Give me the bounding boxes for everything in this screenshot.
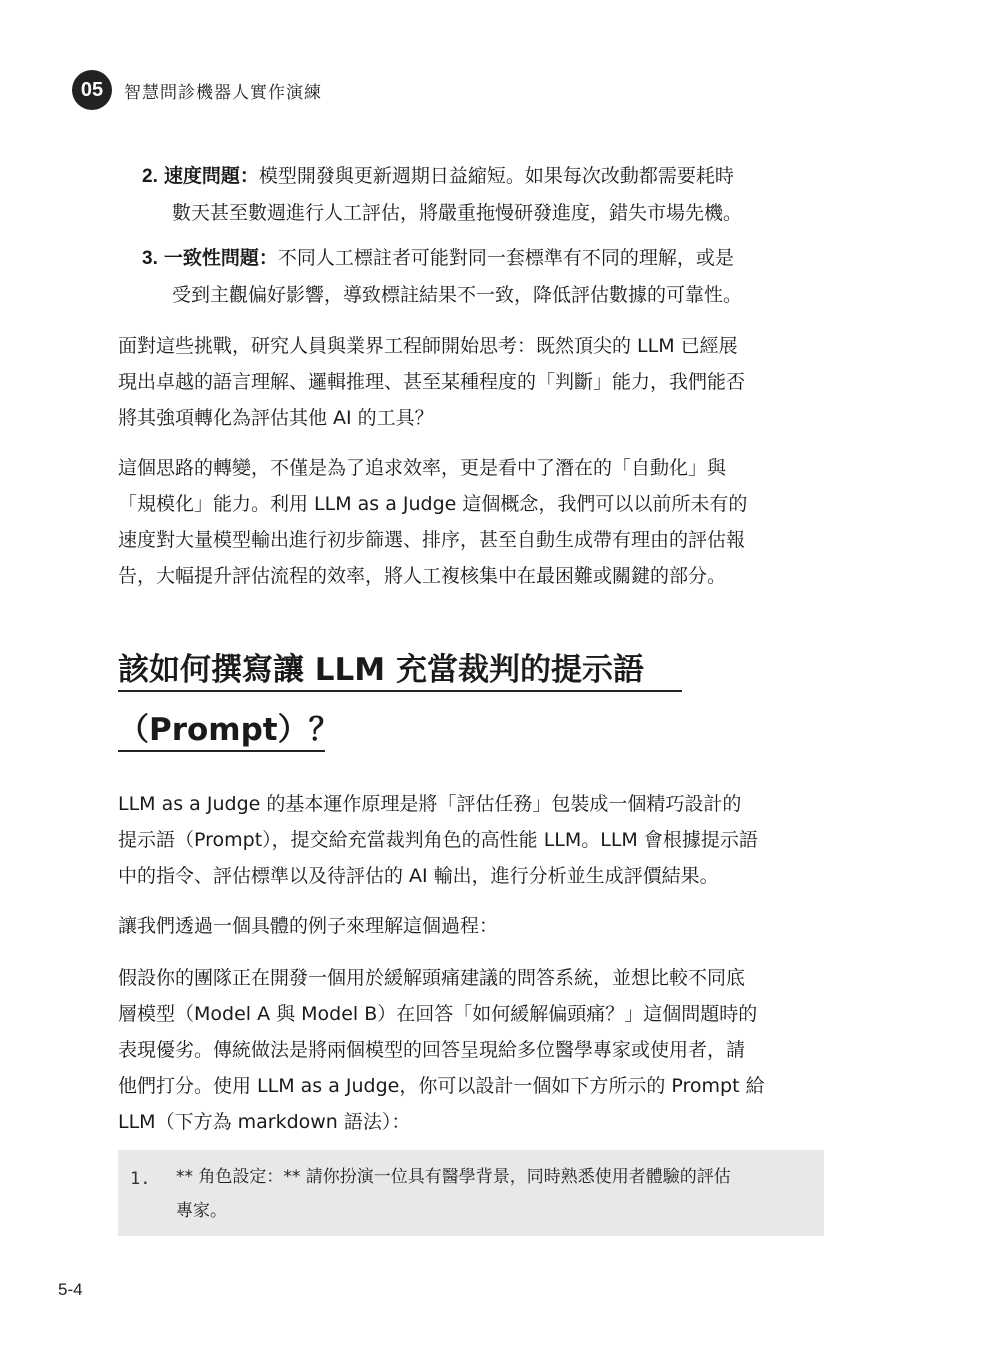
running-header	[72, 70, 322, 110]
list-item-number: 3.	[142, 248, 158, 269]
section-heading-line1: 該如何撰寫讓 LLM 充當裁判的提示語	[118, 652, 644, 688]
code-text	[176, 1160, 806, 1228]
body-paragraph	[118, 786, 830, 894]
paragraph-line: 提示語（Prompt），提交給充當裁判角色的高性能 LLM。LLM 會根據提示語	[118, 829, 758, 851]
paragraph-line: 表現優劣。傳統做法是將兩個模型的回答呈現給多位醫學專家或使用者，請	[118, 1039, 746, 1061]
list-item	[142, 240, 828, 314]
paragraph-line: LLM as a Judge 的基本運作原理是將「評估任務」包裝成一個精巧設計的	[118, 793, 742, 815]
paragraph-line: 讓我們透過一個具體的例子來理解這個過程：	[118, 915, 499, 937]
heading-underline	[118, 690, 682, 692]
paragraph-line: 速度對大量模型輸出進行初步篩選、排序，甚至自動生成帶有理由的評估報	[118, 529, 746, 551]
body-paragraph	[118, 328, 830, 436]
paragraph-line: 假設你的團隊正在開發一個用於緩解頭痛建議的問答系統，並想比較不同底	[118, 967, 746, 989]
list-item-first-line	[142, 240, 828, 277]
code-line: ** 角色設定：** 請你扮演一位具有醫學背景，同時熟悉使用者體驗的評估	[176, 1167, 731, 1187]
paragraph-line: 將其強項轉化為評估其他 AI 的工具？	[118, 407, 434, 429]
paragraph-line: 告，大幅提升評估流程的效率，將人工複核集中在最困難或關鍵的部分。	[118, 565, 727, 587]
paragraph-line: 現出卓越的語言理解、邏輯推理、甚至某種程度的「判斷」能力，我們能否	[118, 371, 746, 393]
body-paragraph	[118, 908, 830, 944]
list-item-term: 速度問題：	[163, 165, 259, 187]
chapter-title: 智慧問診機器人實作演練	[124, 82, 322, 103]
section-heading-line2: （Prompt）？	[118, 712, 340, 748]
list-item-term: 一致性問題：	[163, 247, 278, 269]
paragraph-line: 「規模化」能力。利用 LLM as a Judge 這個概念，我們可以以前所未有的	[118, 493, 748, 515]
list-item-first-line	[142, 158, 828, 195]
list-item-text: 不同人工標註者可能對同一套標準有不同的理解，或是	[277, 247, 734, 269]
paragraph-line: LLM（下方為 markdown 語法）：	[118, 1111, 411, 1133]
list-item	[142, 158, 828, 232]
code-line: 專家。	[176, 1201, 227, 1221]
paragraph-line: 面對這些挑戰，研究人員與業界工程師開始思考：既然頂尖的 LLM 已經展	[118, 335, 738, 357]
code-block	[118, 1150, 824, 1236]
list-item-continuation: 數天甚至數週進行人工評估，將嚴重拖慢研發進度，錯失市場先機。	[172, 202, 743, 224]
heading-underline	[118, 750, 325, 752]
page-number: 5-4	[58, 1280, 83, 1299]
body-paragraph	[118, 450, 830, 594]
paragraph-line: 中的指令、評估標準以及待評估的 AI 輸出，進行分析並生成評價結果。	[118, 865, 719, 887]
chapter-number-badge: 05	[72, 70, 112, 110]
list-item-continuation: 受到主觀偏好影響，導致標註結果不一致，降低評估數據的可靠性。	[172, 284, 743, 306]
list-item-text: 模型開發與更新週期日益縮短。如果每次改動都需要耗時	[258, 165, 734, 187]
body-paragraph	[118, 960, 830, 1140]
list-item-number: 2.	[142, 166, 158, 187]
paragraph-line: 他們打分。使用 LLM as a Judge，你可以設計一個如下方所示的 Prompt 給	[118, 1075, 765, 1097]
paragraph-line: 層模型（Model A 與 Model B）在回答「如何緩解偏頭痛？」這個問題時的	[118, 1003, 758, 1025]
code-line-number: 1.	[130, 1169, 151, 1189]
paragraph-line: 這個思路的轉變，不僅是為了追求效率，更是看中了潛在的「自動化」與	[118, 457, 727, 479]
